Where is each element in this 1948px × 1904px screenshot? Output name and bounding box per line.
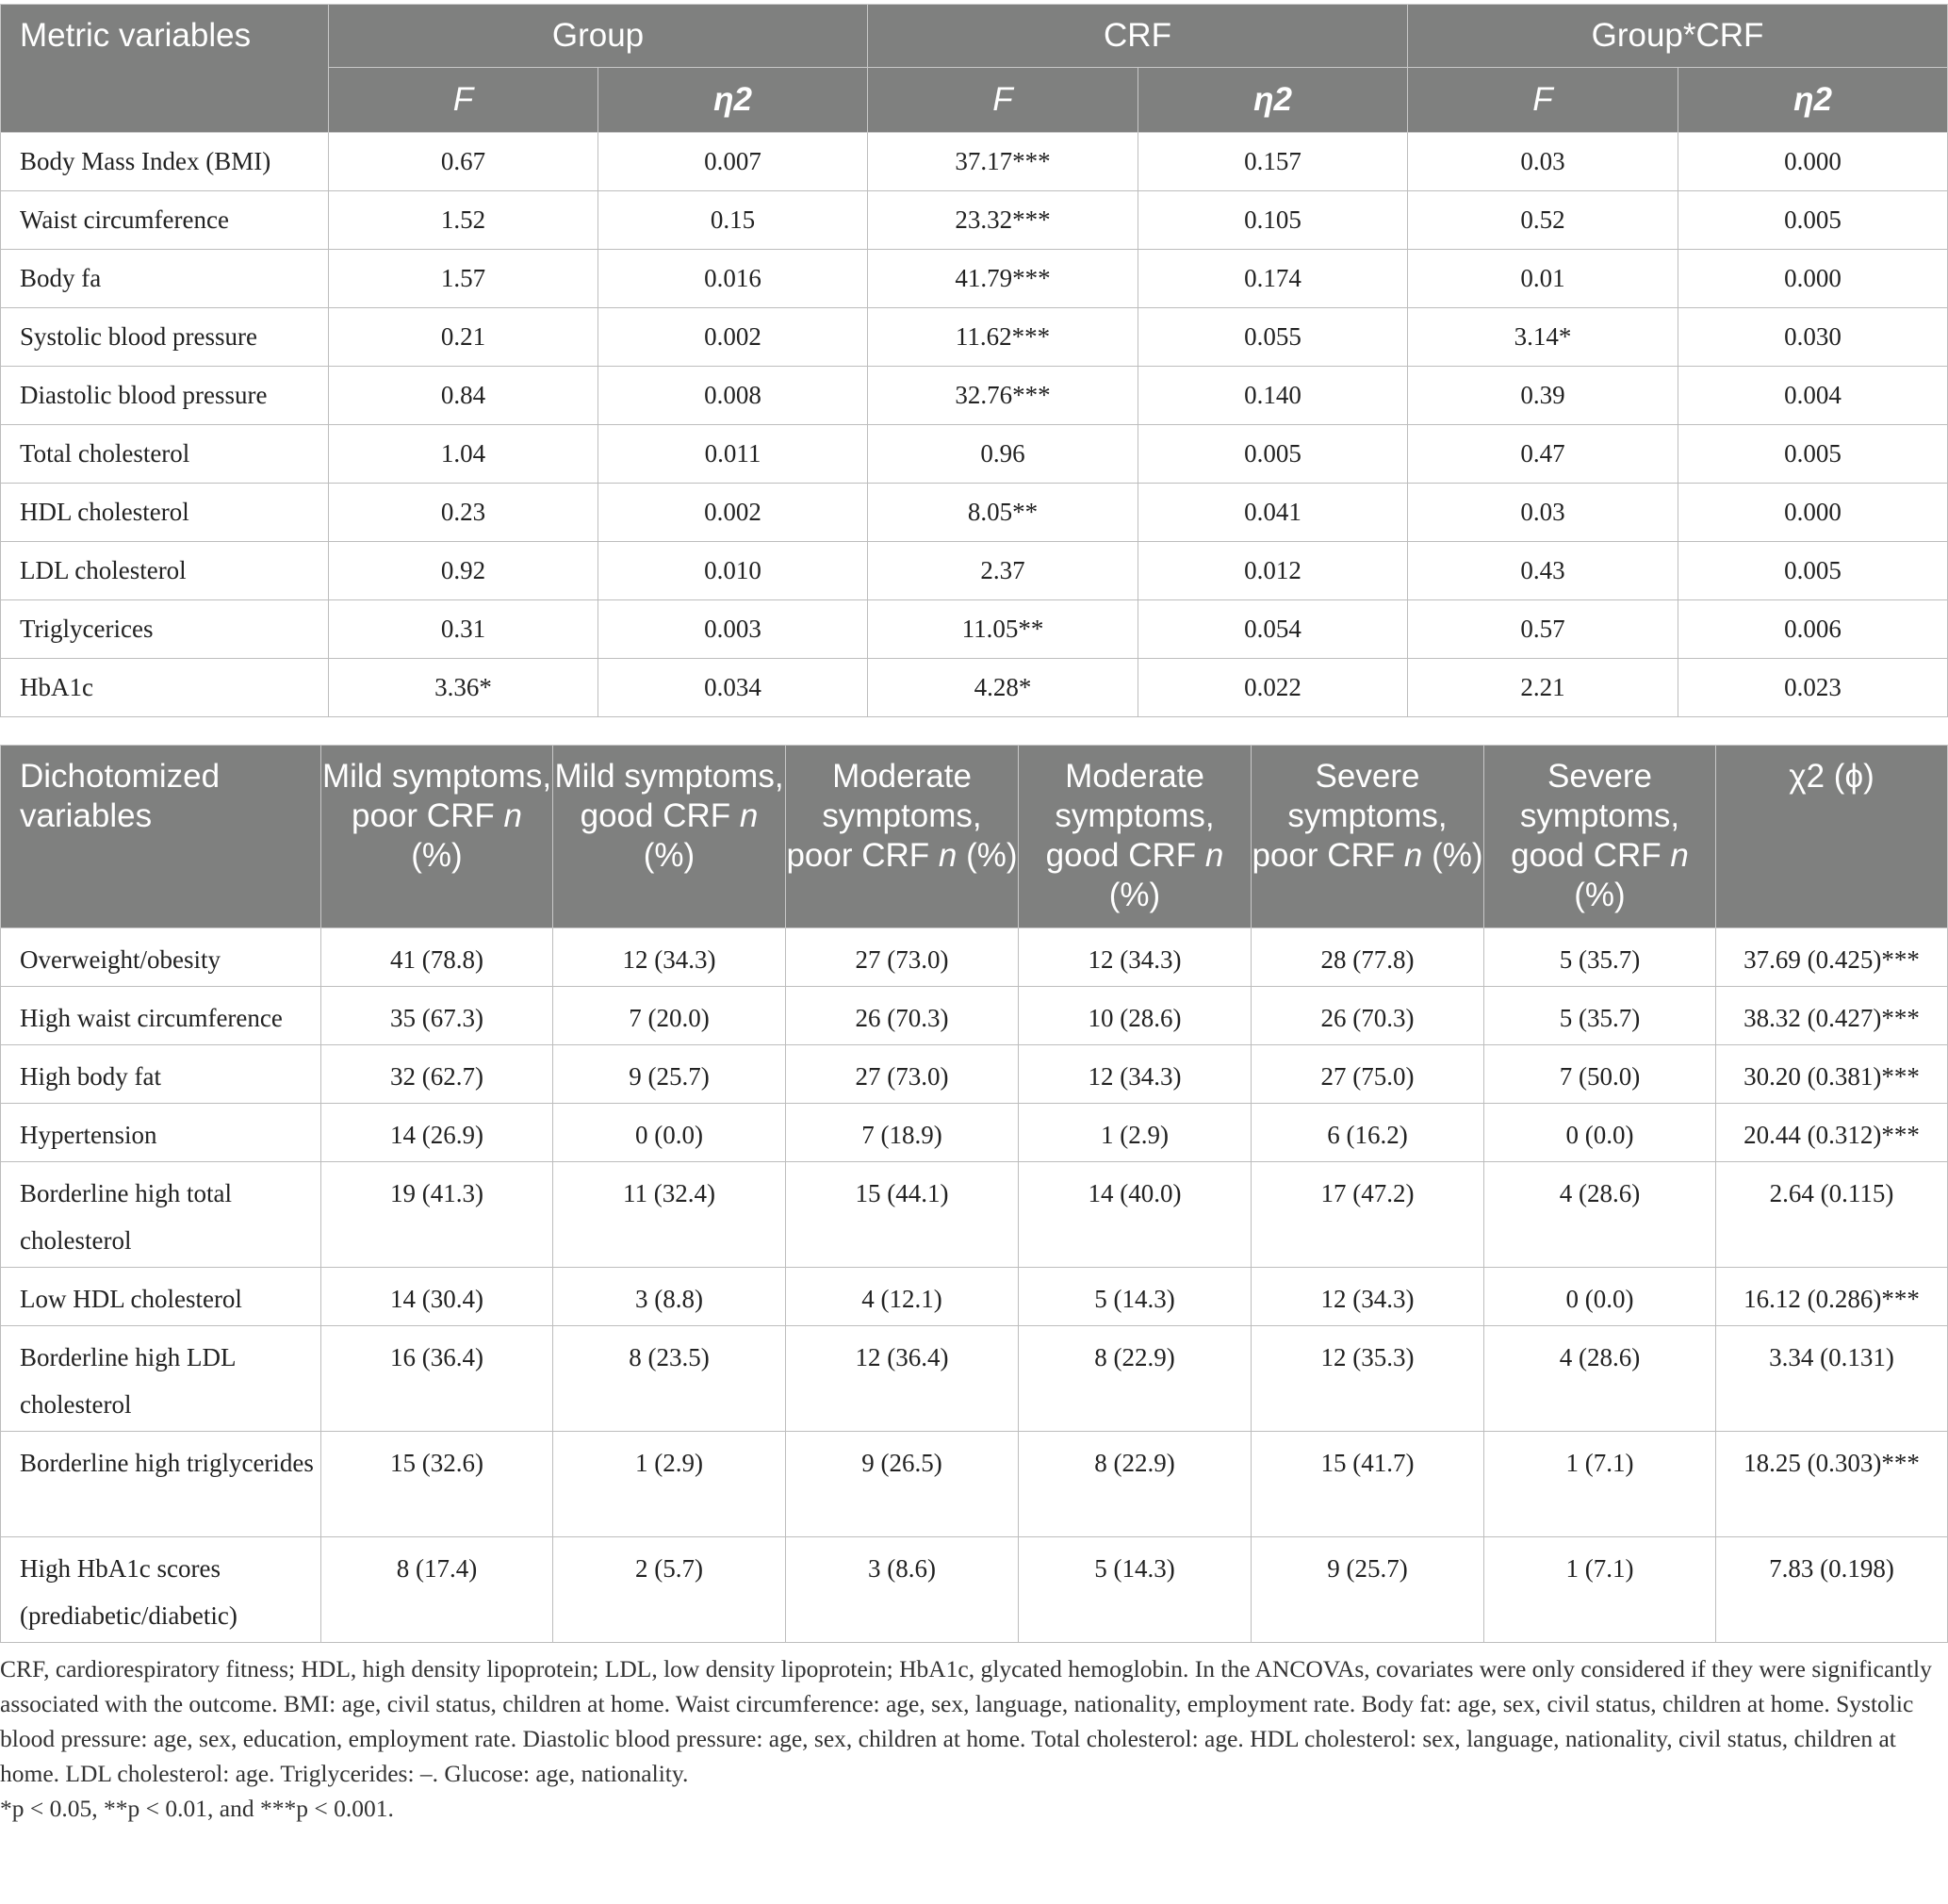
header-col-pct: (%) <box>643 837 696 874</box>
table-cell: 0.21 <box>329 308 598 367</box>
row-label: LDL cholesterol <box>1 542 329 600</box>
subheader-f: F <box>868 68 1138 133</box>
table-cell: 18.25 (0.303)*** <box>1716 1432 1948 1537</box>
table-cell: 0.39 <box>1408 367 1678 425</box>
table-cell: 0.57 <box>1408 600 1678 659</box>
header-crf: CRF <box>868 5 1408 68</box>
table-cell: 0.67 <box>329 133 598 191</box>
table-cell: 8.05** <box>868 484 1138 542</box>
table-cell: 1 (7.1) <box>1484 1537 1716 1643</box>
row-label: Body fa <box>1 250 329 308</box>
header-col <box>1252 746 1484 928</box>
table-cell: 8 (17.4) <box>321 1537 553 1643</box>
table-cell: 41 (78.8) <box>321 928 553 987</box>
table-cell: 0.002 <box>598 308 868 367</box>
header-col-pct: (%) <box>1108 877 1161 913</box>
table-cell: 0.000 <box>1678 250 1948 308</box>
table-cell: 0.007 <box>598 133 868 191</box>
table-cell: 16.12 (0.286)*** <box>1716 1268 1948 1326</box>
row-label: Waist circumference <box>1 191 329 250</box>
table-cell: 15 (32.6) <box>321 1432 553 1537</box>
table-cell: 0.034 <box>598 659 868 717</box>
header-col-text: Moderate symptoms, poor CRF <box>786 758 982 874</box>
table-cell: 0.055 <box>1138 308 1408 367</box>
header-group-crf: Group*CRF <box>1408 5 1948 68</box>
table-cell: 11.05** <box>868 600 1138 659</box>
header-col-pct: (%) <box>411 837 463 874</box>
header-col-n: n <box>503 797 522 834</box>
table-cell: 1 (2.9) <box>553 1432 786 1537</box>
header-col-pct: (%) <box>966 837 1018 874</box>
table-cell: 0.023 <box>1678 659 1948 717</box>
table-cell: 1 (2.9) <box>1019 1104 1252 1162</box>
row-label: Borderline high total cholesterol <box>1 1162 321 1268</box>
table-row <box>1 1326 1948 1432</box>
table-cell: 12 (35.3) <box>1252 1326 1484 1432</box>
header-col <box>786 746 1019 928</box>
table-cell: 0.011 <box>598 425 868 484</box>
header-col-n: n <box>739 797 759 834</box>
row-label: Overweight/obesity <box>1 928 321 987</box>
header-col <box>1019 746 1252 928</box>
metric-variables-table <box>0 4 1948 717</box>
table-row <box>1 250 1948 308</box>
table-cell: 27 (73.0) <box>786 1045 1019 1104</box>
table-cell: 1 (7.1) <box>1484 1432 1716 1537</box>
table-cell: 0.03 <box>1408 133 1678 191</box>
header-chi-square: χ2 (ϕ) <box>1716 746 1948 928</box>
table-cell: 5 (35.7) <box>1484 928 1716 987</box>
subheader-f: F <box>329 68 598 133</box>
table-cell: 12 (34.3) <box>1019 928 1252 987</box>
table-cell: 0.96 <box>868 425 1138 484</box>
header-metric-variables: Metric variables <box>1 5 329 133</box>
table-cell: 0 (0.0) <box>1484 1104 1716 1162</box>
table-cell: 26 (70.3) <box>1252 987 1484 1045</box>
table-cell: 0.43 <box>1408 542 1678 600</box>
table-cell: 0.006 <box>1678 600 1948 659</box>
table-cell: 0.105 <box>1138 191 1408 250</box>
footnote-significance: *p < 0.05, **p < 0.01, and ***p < 0.001. <box>0 1795 394 1822</box>
table-cell: 0.47 <box>1408 425 1678 484</box>
table-cell: 7 (20.0) <box>553 987 786 1045</box>
row-label: Borderline high triglycerides <box>1 1432 321 1537</box>
table-cell: 4 (28.6) <box>1484 1162 1716 1268</box>
table-cell: 0.004 <box>1678 367 1948 425</box>
table-cell: 5 (14.3) <box>1019 1537 1252 1643</box>
table-row <box>1 1045 1948 1104</box>
table-cell: 0.010 <box>598 542 868 600</box>
table-cell: 3.34 (0.131) <box>1716 1326 1948 1432</box>
header-col-text: Mild symptoms, good CRF <box>554 758 784 834</box>
header-dichotomized-variables: Dichotomized variables <box>1 746 321 928</box>
table-row <box>1 1162 1948 1268</box>
table-cell: 0.174 <box>1138 250 1408 308</box>
row-label: Diastolic blood pressure <box>1 367 329 425</box>
table-footnote <box>0 1651 1941 1826</box>
row-label: Triglycerices <box>1 600 329 659</box>
table-cell: 3.36* <box>329 659 598 717</box>
header-col-n: n <box>1403 837 1423 874</box>
table-cell: 0.84 <box>329 367 598 425</box>
table-cell: 14 (30.4) <box>321 1268 553 1326</box>
table-cell: 8 (23.5) <box>553 1326 786 1432</box>
table-cell: 0 (0.0) <box>553 1104 786 1162</box>
table-cell: 4 (28.6) <box>1484 1326 1716 1432</box>
table-cell: 0.030 <box>1678 308 1948 367</box>
table-row <box>1 1432 1948 1537</box>
table-cell: 8 (22.9) <box>1019 1432 1252 1537</box>
table-cell: 35 (67.3) <box>321 987 553 1045</box>
table-cell: 27 (75.0) <box>1252 1045 1484 1104</box>
table-cell: 0.005 <box>1678 191 1948 250</box>
table-cell: 2.21 <box>1408 659 1678 717</box>
table-cell: 0.15 <box>598 191 868 250</box>
header-col <box>1484 746 1716 928</box>
table-cell: 9 (26.5) <box>786 1432 1019 1537</box>
table-cell: 5 (35.7) <box>1484 987 1716 1045</box>
table-cell: 0.002 <box>598 484 868 542</box>
table-cell: 1.52 <box>329 191 598 250</box>
header-col-n: n <box>1670 837 1689 874</box>
table-cell: 0.041 <box>1138 484 1408 542</box>
table-cell: 0.008 <box>598 367 868 425</box>
row-label: HbA1c <box>1 659 329 717</box>
table-cell: 17 (47.2) <box>1252 1162 1484 1268</box>
header-col-pct: (%) <box>1574 877 1626 913</box>
header-col-text: Severe symptoms, good CRF <box>1511 758 1680 874</box>
table-cell: 0.01 <box>1408 250 1678 308</box>
table-cell: 23.32*** <box>868 191 1138 250</box>
table-cell: 8 (22.9) <box>1019 1326 1252 1432</box>
table-cell: 0.012 <box>1138 542 1408 600</box>
header-col-text: Moderate symptoms, good CRF <box>1045 758 1215 874</box>
table-cell: 11 (32.4) <box>553 1162 786 1268</box>
row-label: Borderline high LDL cholesterol <box>1 1326 321 1432</box>
table-cell: 4.28* <box>868 659 1138 717</box>
table-cell: 0.005 <box>1678 425 1948 484</box>
table-cell: 12 (34.3) <box>1019 1045 1252 1104</box>
table-cell: 19 (41.3) <box>321 1162 553 1268</box>
table-cell: 0.157 <box>1138 133 1408 191</box>
table-cell: 20.44 (0.312)*** <box>1716 1104 1948 1162</box>
header-group: Group <box>329 5 868 68</box>
table-cell: 12 (34.3) <box>1252 1268 1484 1326</box>
header-col-text: Severe symptoms, poor CRF <box>1252 758 1448 874</box>
table-cell: 3 (8.6) <box>786 1537 1019 1643</box>
table-row <box>1 659 1948 717</box>
table-cell: 4 (12.1) <box>786 1268 1019 1326</box>
table-cell: 12 (36.4) <box>786 1326 1019 1432</box>
header-col <box>321 746 553 928</box>
table-row <box>1 542 1948 600</box>
table-row <box>1 425 1948 484</box>
table-cell: 0.000 <box>1678 484 1948 542</box>
table-row <box>1 928 1948 987</box>
table-cell: 0.92 <box>329 542 598 600</box>
row-label: High body fat <box>1 1045 321 1104</box>
row-label: High HbA1c scores (prediabetic/diabetic) <box>1 1537 321 1643</box>
table-cell: 0.23 <box>329 484 598 542</box>
table-cell: 0.140 <box>1138 367 1408 425</box>
table-cell: 9 (25.7) <box>1252 1537 1484 1643</box>
dichotomized-variables-table <box>0 745 1948 1643</box>
table-cell: 32.76*** <box>868 367 1138 425</box>
row-label: Low HDL cholesterol <box>1 1268 321 1326</box>
header-col <box>553 746 786 928</box>
table-row <box>1 308 1948 367</box>
table-cell: 7 (18.9) <box>786 1104 1019 1162</box>
table-cell: 1.04 <box>329 425 598 484</box>
table-cell: 3.14* <box>1408 308 1678 367</box>
table-cell: 10 (28.6) <box>1019 987 1252 1045</box>
table-cell: 0.31 <box>329 600 598 659</box>
table-cell: 0.52 <box>1408 191 1678 250</box>
table-row <box>1 1268 1948 1326</box>
table-row <box>1 133 1948 191</box>
table-cell: 16 (36.4) <box>321 1326 553 1432</box>
header-col-text: Mild symptoms, poor CRF <box>321 758 552 834</box>
header-col-n: n <box>938 837 958 874</box>
table-cell: 11.62*** <box>868 308 1138 367</box>
table-cell: 14 (40.0) <box>1019 1162 1252 1268</box>
table-cell: 15 (44.1) <box>786 1162 1019 1268</box>
row-label: Total cholesterol <box>1 425 329 484</box>
table-cell: 0.000 <box>1678 133 1948 191</box>
table-cell: 3 (8.8) <box>553 1268 786 1326</box>
table-cell: 0.054 <box>1138 600 1408 659</box>
table-row <box>1 600 1948 659</box>
table-cell: 12 (34.3) <box>553 928 786 987</box>
table-cell: 1.57 <box>329 250 598 308</box>
row-label: High waist circumference <box>1 987 321 1045</box>
table-cell: 15 (41.7) <box>1252 1432 1484 1537</box>
subheader-eta2: η2 <box>598 68 868 133</box>
table-row <box>1 1537 1948 1643</box>
table-cell: 7 (50.0) <box>1484 1045 1716 1104</box>
table-cell: 26 (70.3) <box>786 987 1019 1045</box>
table-cell: 0.03 <box>1408 484 1678 542</box>
table-row <box>1 367 1948 425</box>
table-cell: 7.83 (0.198) <box>1716 1537 1948 1643</box>
table-cell: 28 (77.8) <box>1252 928 1484 987</box>
table-cell: 0.005 <box>1678 542 1948 600</box>
table-row <box>1 1104 1948 1162</box>
table-cell: 0.003 <box>598 600 868 659</box>
table-cell: 0.005 <box>1138 425 1408 484</box>
table-cell: 0.022 <box>1138 659 1408 717</box>
table-cell: 30.20 (0.381)*** <box>1716 1045 1948 1104</box>
subheader-eta2: η2 <box>1138 68 1408 133</box>
table-cell: 27 (73.0) <box>786 928 1019 987</box>
table-cell: 37.69 (0.425)*** <box>1716 928 1948 987</box>
row-label: Body Mass Index (BMI) <box>1 133 329 191</box>
table-cell: 2 (5.7) <box>553 1537 786 1643</box>
row-label: HDL cholesterol <box>1 484 329 542</box>
table-cell: 2.37 <box>868 542 1138 600</box>
row-label: Systolic blood pressure <box>1 308 329 367</box>
row-label: Hypertension <box>1 1104 321 1162</box>
table-row <box>1 987 1948 1045</box>
subheader-f: F <box>1408 68 1678 133</box>
table-cell: 0.016 <box>598 250 868 308</box>
header-col-n: n <box>1204 837 1224 874</box>
subheader-eta2: η2 <box>1678 68 1948 133</box>
table-cell: 6 (16.2) <box>1252 1104 1484 1162</box>
table-cell: 5 (14.3) <box>1019 1268 1252 1326</box>
table-cell: 9 (25.7) <box>553 1045 786 1104</box>
table-cell: 2.64 (0.115) <box>1716 1162 1948 1268</box>
table-cell: 37.17*** <box>868 133 1138 191</box>
header-col-pct: (%) <box>1432 837 1483 874</box>
table-cell: 14 (26.9) <box>321 1104 553 1162</box>
table-cell: 0 (0.0) <box>1484 1268 1716 1326</box>
table-row <box>1 191 1948 250</box>
table-cell: 32 (62.7) <box>321 1045 553 1104</box>
table-cell: 41.79*** <box>868 250 1138 308</box>
table-cell: 38.32 (0.427)*** <box>1716 987 1948 1045</box>
footnote-abbreviations: CRF, cardiorespiratory fitness; HDL, high density lipoprotein; LDL, low density lipoprotein; HbA1c, glycated hemoglobin. In the ANCOVAs, covariates were only considered if they were significantly associated with the outcome. BMI: age, civil status, children at home. Waist circumference: age, sex, language, nationality, employment rate. Body fat: age, sex, civil status, children at home. Systolic blood pressure: age, sex, education, employment rate. Diastolic blood pressure: age, sex, children at home. Total cholesterol: age. HDL cholesterol: sex, language, nationality, civil status, children at home. LDL cholesterol: age. Triglycerides: –. Glucose: age, nationality. <box>0 1655 1932 1787</box>
table-row <box>1 484 1948 542</box>
